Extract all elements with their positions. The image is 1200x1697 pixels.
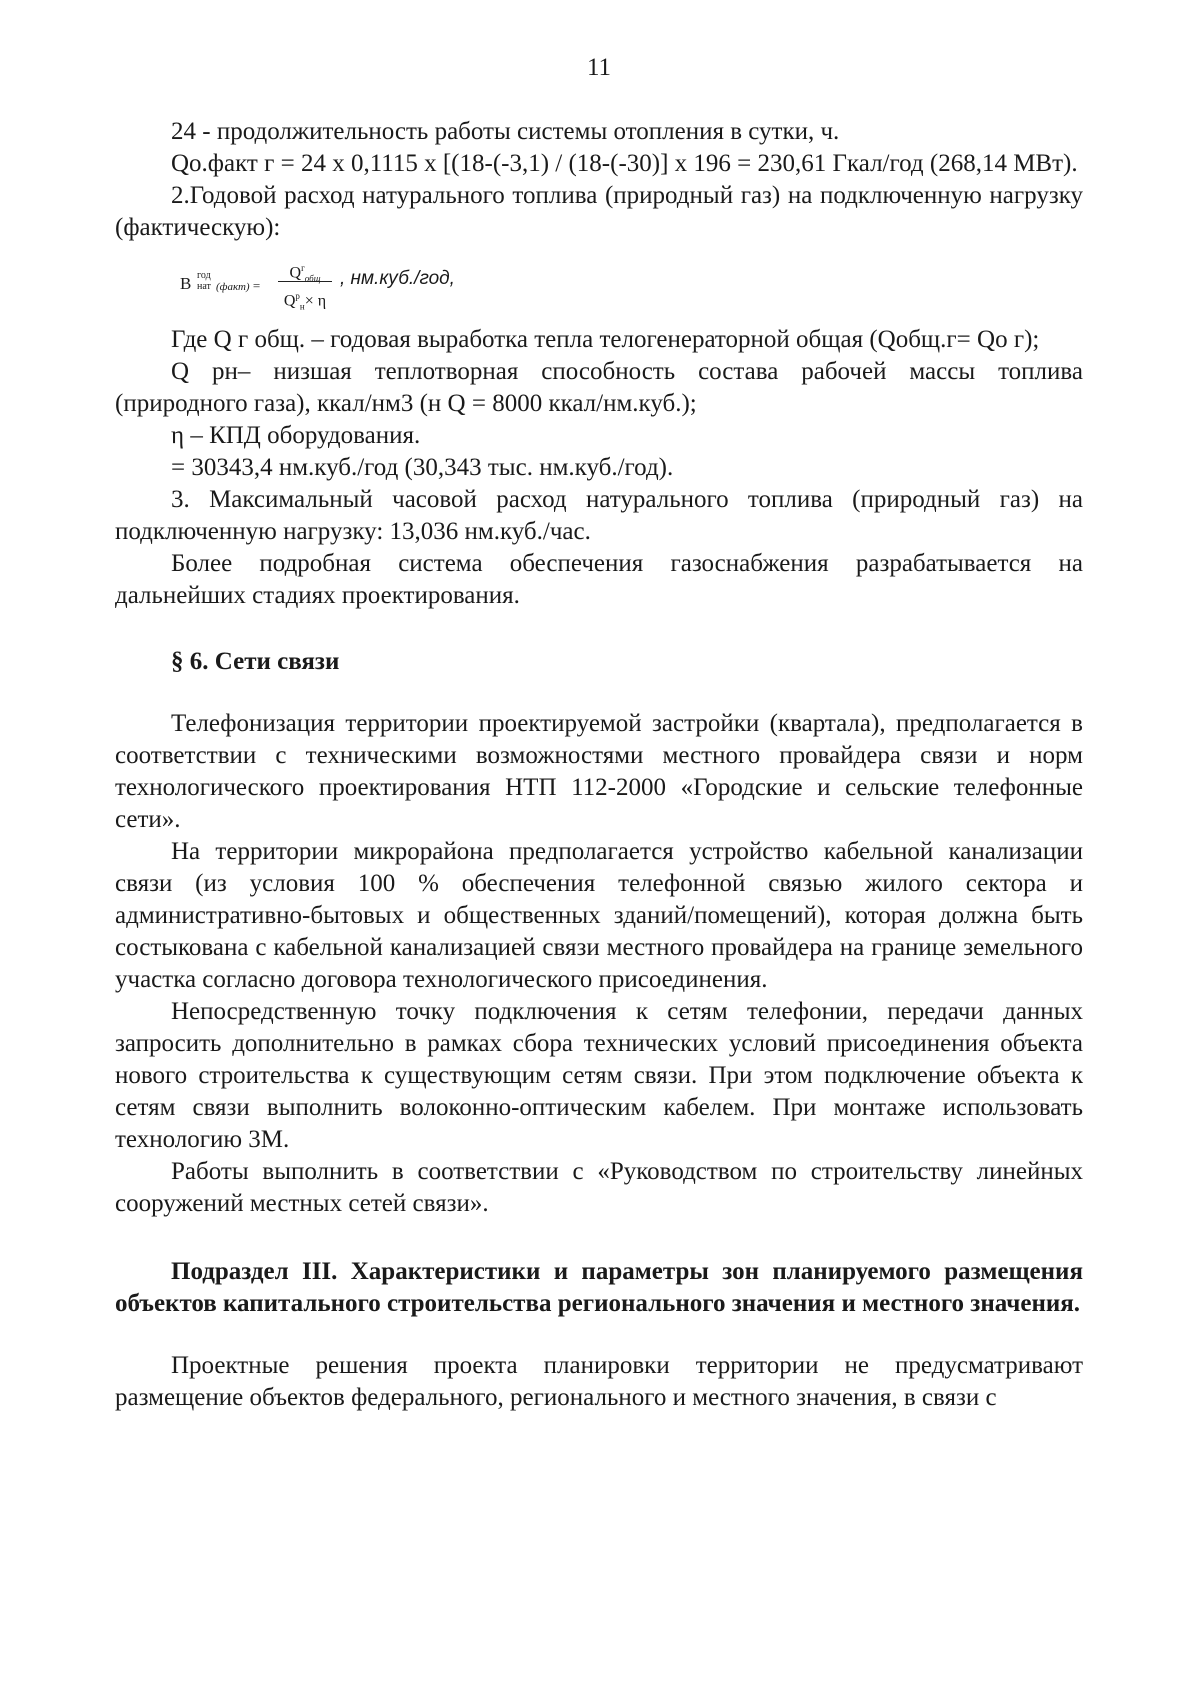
paragraph-detailed-system: Более подробная система обеспечения газоснабжения разрабатывается на дальнейших стадиях проектирования. — [115, 550, 1083, 609]
formula-b-symbol: B — [180, 274, 192, 293]
paragraph-connection-point: Непосредственную точку подключения к сетям телефонии, передачи данных запросить дополнительно в рамках сбора технических условий присоединения объекта нового строительства к существующим сетям связи. При этом подключение объекта к сетям связи выполнить волоконно-оптическим кабелем. При монтаже использовать технологию 3М. — [115, 998, 1083, 1153]
paragraph-works-guide: Работы выполнить в соответствии с «Руководством по строительству линейных сооружений местных сетей связи». — [115, 1158, 1083, 1217]
section-heading-communications: § 6. Сети связи — [171, 648, 340, 675]
formula-units: , нм.куб./год, — [340, 268, 455, 289]
page-content — [115, 116, 1083, 1414]
formula-denominator: $Q^р_н\times \eta$ — [283, 291, 327, 312]
paragraph-design-decisions: Проектные решения проекта планировки территории не предусматривают размещение объектов федерального, регионального и местного значения, в связи с — [115, 1352, 1083, 1411]
formula-b-indices: год нат — [197, 270, 211, 292]
paragraph-eta-definition: η – КПД оборудования. — [171, 422, 421, 449]
subsection-heading-iii: Подраздел III. Характеристики и параметры зон планируемого размещения объектов капитального строительства регионального значения и местного значения. — [115, 1258, 1083, 1317]
paragraph-annual-fuel: 2.Годовой расход натурального топлива (природный газ) на подключенную нагрузку (фактическую): — [115, 182, 1083, 241]
paragraph-telephonization: Телефонизация территории проектируемой застройки (квартала), предполагается в соответствии с техническими возможностями местного провайдера связи и норм технологического проектирования НТП 112-2000 «Городские и сельские телефонные сети». — [115, 710, 1083, 833]
paragraph-result: = 30343,4 нм.куб./год (30,343 тыс. нм.куб./год). — [171, 454, 674, 481]
formula-fraction — [278, 256, 332, 312]
page-number: 11 — [586, 54, 612, 81]
paragraph-qo-fact: Qo.факт г = 24 х 0,1115 х [(18-(-3,1) / (18-(-30)] х 196 = 230,61 Гкал/год (268,14 МВт). — [171, 150, 1078, 177]
paragraph-max-hourly: 3. Максимальный часовой расход натурального топлива (природный газ) на подключенную нагрузку: 13,036 нм.куб./час. — [115, 486, 1083, 545]
paragraph-cable-ducts: На территории микрорайона предполагается устройство кабельной канализации связи (из условия 100 % обеспечения телефонной связью жилого сектора и административно-бытовых и общественных зданий/помещений), которая должна быть состыкована с кабельной канализацией связи местного провайдера на границе земельного участка согласно договора технологического присоединения. — [115, 838, 1083, 993]
formula-fact-label: (факт) = — [216, 278, 261, 293]
fuel-formula — [180, 256, 1083, 316]
paragraph-duration: 24 - продолжительность работы системы отопления в сутки, ч. — [171, 118, 840, 145]
paragraph-q-definition: Где Q г общ. – годовая выработка тепла телогенераторной общая (Qобщ.г= Qо г); — [171, 326, 1040, 353]
paragraph-qrn-definition: Q рн– низшая теплотворная способность состава рабочей массы топлива (природного газа), ккал/нм3 (н Q = 8000 ккал/нм.куб.); — [115, 358, 1083, 417]
formula-numerator: $Q^г_{общ}$ — [289, 263, 321, 284]
